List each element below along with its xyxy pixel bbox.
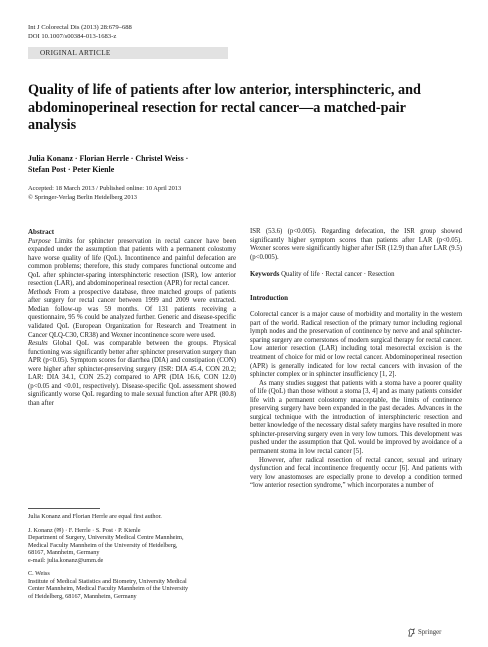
keywords <box>250 271 462 280</box>
results-text: Global QoL was comparable between the groups. Physical functioning was significantly better after sphincter preservation surgery than APR (p<0.05). Symptom scores for diarrhea (DIA) and constipation (CON) were higher after sphincter-preserving surgery (ISR: DIA 45.4, CON 20.2; LAR: DIA 34.1, CON 25.2) compared to APR (DIA 16.6, CON 12.0) (p<0.05 and <0.01, respectively). Disease-specific QoL assessment showed significantly worse QoL regarding to male sexual function after APR (80.8) than after <box>28 340 236 407</box>
affiliation-statistics <box>28 570 238 600</box>
abstract-results <box>28 340 236 408</box>
abstract-heading: Abstract <box>28 228 55 236</box>
affiliation-line: Medical Faculty Mannheim of the University of Heidelberg, <box>28 541 178 549</box>
intro-paragraph-3: However, after radical resection of rectal cancer, sexual and urinary dysfunction and fecal incontinence frequently occur [6]. And patients with very low anastomoses are especially prone to develop a condition termed “low anterior resection syndrome,” which incorporates a number of <box>250 456 462 490</box>
copyright-line: © Springer-Verlag Berlin Heidelberg 2013 <box>28 193 137 201</box>
publisher-name: Springer <box>418 629 442 636</box>
footnotes <box>28 513 238 606</box>
spacer <box>250 302 462 311</box>
affiliation-names: C. Weiss <box>28 570 50 577</box>
affiliation-line: of Heidelberg, 68167, Mannheim, Germany <box>28 592 137 600</box>
corresponding-email[interactable]: e-mail: julia.konanz@umm.de <box>28 556 104 564</box>
affiliation-line: Department of Surgery, University Medical Centre Mannheim, <box>28 534 184 541</box>
purpose-label: Purpose <box>28 237 51 245</box>
left-column <box>28 228 236 408</box>
equal-contribution-note: Julia Konanz and Florian Herrle are equal first author. <box>28 513 162 520</box>
publisher-logo <box>407 628 441 637</box>
introduction-heading: Introduction <box>250 293 288 302</box>
article-type-bar <box>28 47 228 59</box>
authors-line-2: Stefan Post · Peter Kienle <box>28 164 115 174</box>
methods-text: From a prospective database, three matched groups of patients after surgery for rectal cancer between 1999 and 2009 were extracted. Median follow-up was 59 months. Of 131 patients receiving a questionnaire, 95 % could be analyzed further. Generic and disease-specific validated QoL (European Organization for Research and Treatment in Cancer QLQ-C30, CR38) and Wexner incontinence score were used. <box>28 288 236 339</box>
affiliation-surgery <box>28 527 238 565</box>
article-title: Quality of life of patients after low anterior, intersphincteric, and abdominoperineal resection for rectal cancer—a matched-pair analysis <box>28 82 421 134</box>
authors-line-1: Julia Konanz · Florian Herrle · Christel Weiss · <box>28 154 189 163</box>
spacer <box>250 280 462 294</box>
journal-citation: Int J Colorectal Dis (2013) 28:679–688 <box>28 24 132 31</box>
affiliation-names: J. Konanz (✉) · F. Herrle · S. Post · P. Kienle <box>28 526 141 534</box>
article-type-label: ORIGINAL ARTICLE <box>40 48 111 57</box>
intro-paragraph-1: Colorectal cancer is a major cause of morbidity and mortality in the western part of the world. Radical resection of the primary tumor including regional lymph nodes and the preservation of continence by nerve and anal sphincter-sparing surgery are cornerstones of modern surgical therapy for rectal cancer. Low anterior resection (LAR) including total mesorectal excision is the treatment of choice for mid or low rectal cancer. Abdominoperineal resection (APR) is generally indicated for low rectal cancers with invasion of the sphincter complex or in sphincter insufficiency [1, 2]. <box>250 311 462 379</box>
methods-label: Methods <box>28 288 52 296</box>
abstract-purpose <box>28 238 236 289</box>
doi-line: DOI 10.1007/s00384-013-1683-z <box>28 32 117 40</box>
results-label: Results <box>28 340 48 348</box>
keywords-text: Quality of life · Rectal cancer · Resection <box>279 271 395 279</box>
publication-dates <box>28 185 288 202</box>
dates-line: Accepted: 18 March 2013 / Published online: 10 April 2013 <box>28 185 182 192</box>
keywords-label: Keywords <box>250 271 280 279</box>
spacer <box>250 262 462 271</box>
affiliation-line: 68167, Mannheim, Germany <box>28 549 100 556</box>
purpose-text: Limits for sphincter preservation in rectal cancer have been expanded under the assumption that patients with a permanent colostomy have worse quality of life (QoL). Incontinence and painful defecation are common problems; therefore, this study compares functional outcome and QoL after sphincter-sparing intersphincteric resection (ISR), low anterior resection (LAR), and abdominoperineal resection (APR) for rectal cancer. <box>28 237 236 288</box>
journal-header <box>28 24 132 41</box>
abstract-methods <box>28 289 236 340</box>
affiliation-line: Institute of Medical Statistics and Biometry, University Medical <box>28 577 187 585</box>
intro-paragraph-2: As many studies suggest that patients with a stoma have a poorer quality of life (QoL) than those without a stoma [3, 4] and as many patients consider life with a permanent colostomy unacceptable, the limits of continence preserving surgery have been expanded in the past decades. Advances in the surgical technique with the introduction of intersphincteric resection and better knowledge of the necessary distal safety margins have resulted in more sphincter-preserving surgery even in very low tumors. This development was pushed under the assumption that QoL would be improved by avoidance of a permanent stoma in low rectal cancer [5]. <box>250 379 462 456</box>
footnote-divider <box>28 508 100 509</box>
affiliation-line: Center Mannheim, Medical Faculty Mannheim of the University <box>28 585 189 592</box>
author-list <box>28 154 268 176</box>
right-column <box>250 228 462 491</box>
springer-horse-icon <box>407 628 416 637</box>
abstract-results-continued: ISR (53.6) (p<0.005). Regarding defecation, the ISR group showed significantly higher symptom scores than patients after LAR (p<0.05). Wexner scores were significantly higher after ISR (12.9) than after LAR (9.5) (p<0.005). <box>250 228 462 261</box>
